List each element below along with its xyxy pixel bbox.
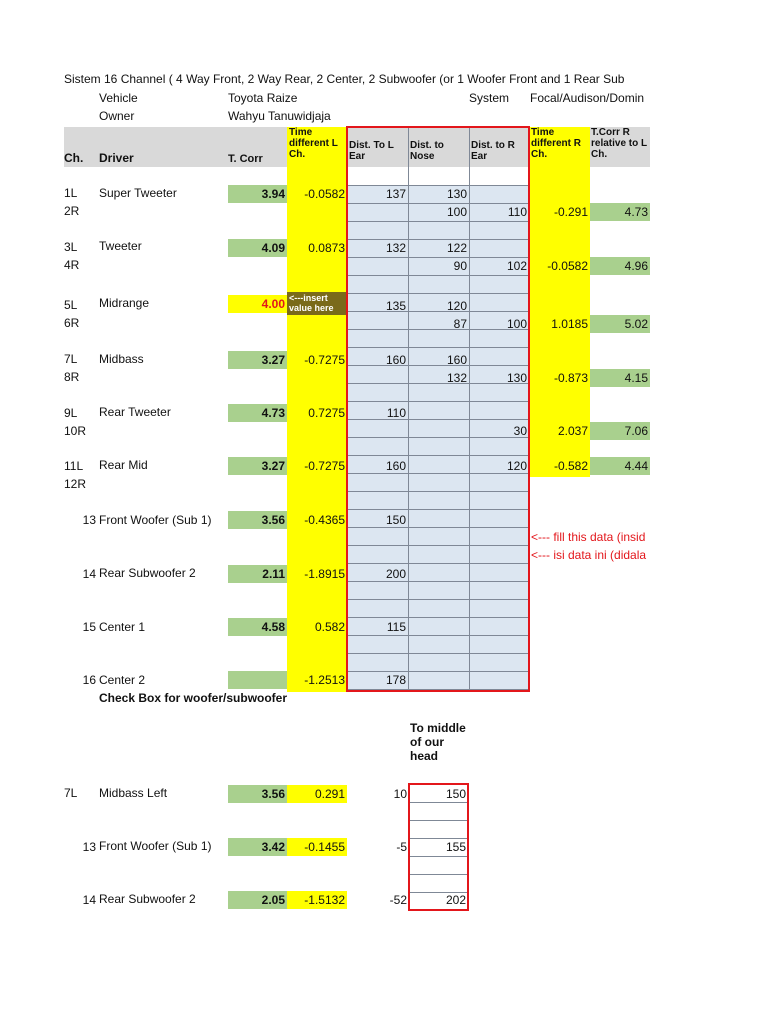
dist-l-input[interactable]: 137	[385, 187, 406, 201]
driver-name: Front Woofer (Sub 1)	[99, 513, 212, 527]
tcorr-r-value: 4.73	[624, 205, 648, 219]
time-l-value: 0.0873	[308, 241, 345, 255]
tcorr-value: 3.27	[261, 353, 285, 367]
driver-name: Rear Tweeter	[99, 405, 171, 419]
time-l-value: 0.582	[314, 620, 345, 634]
header-dist-r: Dist. to R Ear	[471, 140, 515, 162]
tcorr-value: 4.73	[261, 406, 285, 420]
tcorr-input[interactable]: 4.00	[261, 297, 285, 311]
driver-name: Center 1	[99, 620, 146, 634]
dist-r-input[interactable]: 120	[506, 459, 527, 473]
tcorr-value: 3.56	[261, 513, 285, 527]
driver-name: Rear Subwoofer 2	[99, 566, 196, 580]
channel-label: 13	[82, 840, 96, 854]
tcorr-r-value: 4.96	[624, 259, 648, 273]
dist-nose-input[interactable]: 100	[446, 205, 467, 219]
driver-name: Rear Mid	[99, 458, 148, 472]
tcorr-value: 3.56	[261, 787, 285, 801]
owner-label: Owner	[99, 109, 135, 123]
time-l-value: -0.7275	[304, 353, 345, 367]
time-r-value: -0.582	[553, 459, 588, 473]
channel-label: 1L	[64, 186, 78, 200]
tcorr-r-value: 4.15	[624, 371, 648, 385]
tcorr-r-value: 5.02	[624, 317, 648, 331]
header-ch: Ch.	[64, 151, 84, 165]
channel-label: 15	[82, 620, 96, 634]
dist-l-input[interactable]: 178	[385, 673, 406, 687]
dist-l-input[interactable]: 160	[385, 353, 406, 367]
middle-head-outline	[408, 783, 469, 911]
channel-label: 13	[82, 513, 96, 527]
channel-label: 7L	[64, 786, 78, 800]
channel-label: 10R	[64, 424, 87, 438]
time-l-value: -0.7275	[304, 459, 345, 473]
system-label: System	[469, 91, 510, 105]
tcorr-value: 2.05	[261, 893, 285, 907]
driver-name: Midbass	[99, 352, 144, 366]
channel-label: 5L	[64, 298, 78, 312]
tcorr-value: 4.58	[261, 620, 285, 634]
middle-head-label: To middle of our head	[410, 721, 466, 763]
time-r-value: 1.0185	[551, 317, 588, 331]
time-r-value: 2.037	[557, 424, 588, 438]
header-dist-nose: Dist. to Nose	[410, 140, 444, 162]
time-value: 0.291	[314, 787, 345, 801]
channel-label: 6R	[64, 316, 80, 330]
channel-label: 2R	[64, 204, 80, 218]
tcorr-r-value: 4.44	[624, 459, 648, 473]
channel-label: 7L	[64, 352, 78, 366]
dist-l-input[interactable]: 115	[386, 620, 406, 634]
offset-value: -52	[389, 893, 407, 907]
time-value: -1.5132	[304, 893, 345, 907]
middle-dist-input[interactable]: 155	[445, 840, 466, 854]
header-driver: Driver	[99, 151, 134, 165]
channel-label: 12R	[64, 477, 87, 491]
header-time-r: Time different R Ch.	[531, 127, 581, 160]
driver-name: Rear Subwoofer 2	[99, 892, 196, 906]
tcorr-r-value: 7.06	[624, 424, 648, 438]
driver-name: Center 2	[99, 673, 146, 687]
dist-r-input[interactable]: 102	[506, 259, 527, 273]
time-l-value: -0.0582	[304, 187, 345, 201]
dist-nose-input[interactable]: 122	[446, 241, 467, 255]
fill-data-note-en: <--- fill this data (insid	[531, 530, 646, 544]
tcorr-value: 4.09	[261, 241, 285, 255]
time-l-value: -0.4365	[304, 513, 345, 527]
dist-nose-input[interactable]: 160	[446, 353, 467, 367]
time-l-value: -1.8915	[304, 567, 345, 581]
tcorr-value: 2.11	[262, 567, 285, 581]
header-tcorr-r: T.Corr R relative to L Ch.	[591, 127, 647, 160]
channel-label: 16	[82, 673, 96, 687]
dist-nose-input[interactable]: 130	[446, 187, 467, 201]
time-l-value: -1.2513	[304, 673, 345, 687]
dist-nose-input[interactable]: 87	[453, 317, 467, 331]
dist-nose-input[interactable]: 90	[453, 259, 467, 273]
dist-l-input[interactable]: 132	[385, 241, 406, 255]
system-value[interactable]: Focal/Audison/Domin	[530, 91, 645, 105]
time-r-value: -0.873	[553, 371, 588, 385]
driver-name: Super Tweeter	[99, 186, 177, 200]
dist-l-input[interactable]: 135	[385, 299, 406, 313]
channel-label: 8R	[64, 370, 80, 384]
time-value: -0.1455	[304, 840, 345, 854]
channel-label: 4R	[64, 258, 80, 272]
channel-label: 3L	[64, 240, 78, 254]
dist-l-input[interactable]: 150	[385, 513, 406, 527]
header-tcorr: T. Corr	[228, 153, 263, 165]
middle-dist-input[interactable]: 150	[445, 787, 466, 801]
driver-name: Midrange	[99, 296, 150, 310]
distance-input-outline	[346, 126, 530, 692]
checkbox-label: Check Box for woofer/subwoofer	[99, 691, 288, 705]
dist-nose-input[interactable]: 132	[446, 371, 467, 385]
vehicle-value[interactable]: Toyota Raize	[228, 91, 298, 105]
tcorr-value: 3.94	[261, 187, 285, 201]
offset-value: 10	[393, 787, 407, 801]
dist-l-input[interactable]: 110	[386, 406, 406, 420]
header-time-l: Time different L Ch.	[289, 127, 338, 160]
dist-nose-input[interactable]: 120	[446, 299, 467, 313]
time-r-value: -0.291	[553, 205, 588, 219]
dist-r-input[interactable]: 130	[506, 371, 527, 385]
channel-label: 11L	[64, 459, 84, 473]
driver-name: Midbass Left	[99, 786, 168, 800]
tcorr-value: 3.42	[261, 840, 285, 854]
sheet-title: Sistem 16 Channel ( 4 Way Front, 2 Way Rear, 2 Center, 2 Subwoofer (or 1 Woofer Front and 1 Rear Sub	[64, 72, 625, 86]
dist-r-input[interactable]: 100	[506, 317, 527, 331]
owner-value[interactable]: Wahyu Tanuwidjaja	[228, 109, 331, 123]
time-r-value: -0.0582	[547, 259, 588, 273]
insert-value-note: <---insert value here	[287, 292, 347, 315]
channel-label: 14	[82, 893, 96, 907]
tcorr-value: 3.27	[261, 459, 285, 473]
header-dist-l: Dist. To L Ear	[349, 140, 394, 162]
time-l-value: 0.7275	[308, 406, 345, 420]
dist-r-input[interactable]: 110	[507, 205, 527, 219]
tcorr-cell-fill	[228, 671, 287, 689]
channel-label: 9L	[64, 406, 78, 420]
channel-label: 14	[82, 567, 96, 581]
fill-data-note-id: <--- isi data ini (didala	[531, 548, 647, 562]
offset-value: -5	[396, 840, 407, 854]
middle-dist-input[interactable]: 202	[445, 893, 466, 907]
dist-l-input[interactable]: 200	[385, 567, 406, 581]
vehicle-label: Vehicle	[99, 91, 138, 105]
driver-name: Front Woofer (Sub 1)	[99, 839, 212, 853]
driver-name: Tweeter	[99, 239, 142, 253]
dist-r-input[interactable]: 30	[513, 424, 527, 438]
dist-l-input[interactable]: 160	[385, 459, 406, 473]
